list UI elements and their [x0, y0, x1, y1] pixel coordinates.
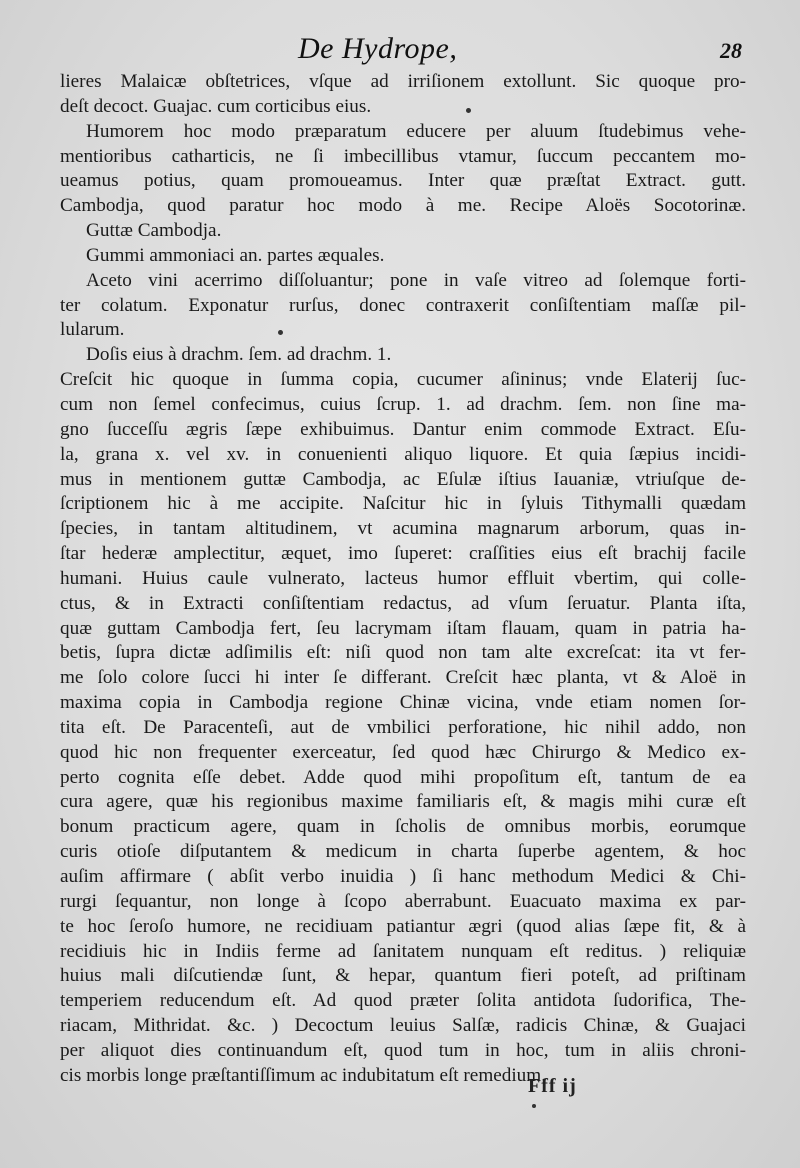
- text-line: cis morbis longe præſtantiſſimum ac indubitatum eſt remedium.: [60, 1064, 547, 1086]
- text-line: per aliquot dies continuandum eſt, quod tum in hoc, tum in aliis chroni-: [60, 1039, 746, 1061]
- text-line: quod hic non frequenter exerceatur, ſed quod hæc Chirurgo & Medico ex-: [60, 741, 746, 763]
- body-text: [60, 70, 746, 1089]
- recipe-line: Guttæ Cambodja.: [86, 220, 222, 242]
- running-title: De Hydrope,: [298, 32, 458, 65]
- text-line: mus in mentionem guttæ Cambodja, ac Eſulæ iſtius Iauaniæ, vtriuſque de-: [60, 468, 746, 490]
- recipe-line: Gummi ammoniaci an. partes æquales.: [86, 244, 385, 266]
- text-line: me ſolo colore ſucci hi inter ſe differant. Creſcit hæc planta, vt & Aloë in: [60, 667, 746, 689]
- ink-speck: [466, 108, 471, 113]
- text-line: ſtar hederæ amplectitur, æquet, imo ſuperet: craſſities eius eſt brachij facile: [60, 543, 746, 565]
- text-line: cum non ſemel confecimus, cuius ſcrup. 1. ad drachm. ſem. non ſine ma-: [60, 393, 746, 415]
- text-line: gno ſucceſſu ægris ſæpe exhibuimus. Dantur enim commode Extract. Eſu-: [60, 418, 746, 440]
- text-line: cura agere, quæ his regionibus maxime familiaris eſt, & magis mihi curæ eſt: [60, 791, 746, 813]
- text-line: bonum practicum agere, quam in ſcholis de omnibus morbis, eorumque: [60, 816, 746, 838]
- text-line: temperiem reducendum eſt. Ad quod præter ſolita antidota ſudorifica, The-: [60, 990, 746, 1012]
- text-line: la, grana x. vel xv. in conuenienti aliquo liquore. Et quia ſæpius incidi-: [60, 443, 746, 465]
- text-line: lieres Malaicæ obſtetrices, vſque ad irriſionem extollunt. Sic quoque pro-: [60, 71, 746, 92]
- text-line: lularum.: [60, 319, 125, 341]
- text-line: tita eſt. De Paracenteſi, aut de vmbilici perforatione, hic nihil addo, non: [60, 716, 746, 738]
- text-line: ueamus potius, quam promoueamus. Inter quæ præſtat Extract. gutt.: [60, 170, 746, 192]
- dose-line: Doſis eius à drachm. ſem. ad drachm. 1.: [86, 344, 392, 366]
- text-line: Aceto vini acerrimo diſſoluantur; pone in vaſe vitreo ad ſolemque forti-: [86, 269, 746, 291]
- text-line: Humorem hoc modo præparatum educere per aluum ſtudebimus vehe-: [86, 120, 746, 142]
- text-line: humani. Huius caule vulnerato, lacteus humor effluit vbertim, qui colle-: [60, 567, 746, 589]
- text-line: ctus, & in Extracti conſiſtentiam redactus, ad vſum ſeruatur. Planta iſta,: [60, 592, 746, 614]
- text-line: ſpecies, in tantam altitudinem, vt acumina magnarum arborum, quas in-: [60, 518, 746, 540]
- text-line: mentioribus catharticis, ne ſi imbecillibus vtamur, ſuccum peccantem mo-: [60, 145, 746, 167]
- ink-speck: [278, 330, 283, 335]
- text-line: perto cognita eſſe debet. Adde quod mihi propoſitum eſt, tantum de ea: [60, 766, 746, 788]
- text-line: deſt decoct. Guajac. cum corticibus eius.: [60, 95, 372, 117]
- text-line: te hoc ſeroſo humore, ne recidiuam patiantur ægri (quod alias ſæpe fit, & à: [60, 915, 746, 937]
- page-number: 28: [720, 38, 742, 63]
- text-line: recidiuis hic in Indiis ferme ad ſanitatem nunquam eſt reditus. ) reliquiæ: [60, 940, 746, 962]
- text-line: betis, ſupra dictæ adſimilis eſt: niſi quod non tam alte excreſcat: ita vt fer-: [60, 642, 746, 664]
- ink-speck: [532, 1104, 536, 1108]
- text-line: curis otioſe diſputantem & medicum in charta ſuperbe agentem, & hoc: [60, 841, 746, 863]
- signature-mark: Fff ij: [528, 1075, 577, 1097]
- text-line: maxima copia in Cambodja regione Chinæ vicina, vnde etiam nomen ſor-: [60, 692, 746, 714]
- text-line: quæ guttam Cambodja fert, ſeu lacrymam iſtam flauam, quam in patria ha-: [60, 617, 746, 639]
- text-line: rurgi ſequantur, non longe à ſcopo aberrabunt. Euacuato maxima ex par-: [60, 890, 746, 912]
- text-line: riacam, Mithridat. &c. ) Decoctum leuius Salſæ, radicis Chinæ, & Guajaci: [60, 1015, 746, 1037]
- text-line: ter colatum. Exponatur rurſus, donec contraxerit conſiſtentiam maſſæ pil-: [60, 294, 746, 316]
- text-line: huius mali diſcutiendæ ſunt, & hepar, quantum fieri poteſt, ad priſtinam: [60, 965, 746, 987]
- text-line: auſim affirmare ( abſit verbo inuidia ) ſi hanc methodum Medici & Chi-: [60, 866, 746, 887]
- text-line: ſcriptionem hic à me accipite. Naſcitur hic in ſyluis Tithymalli quædam: [60, 493, 746, 515]
- page-header: [0, 28, 800, 68]
- text-line: Creſcit hic quoque in ſumma copia, cucumer aſininus; vnde Elaterij ſuc-: [60, 369, 746, 391]
- text-line: Cambodja, quod paratur hoc modo à me. Recipe Aloës Socotorinæ.: [60, 195, 746, 217]
